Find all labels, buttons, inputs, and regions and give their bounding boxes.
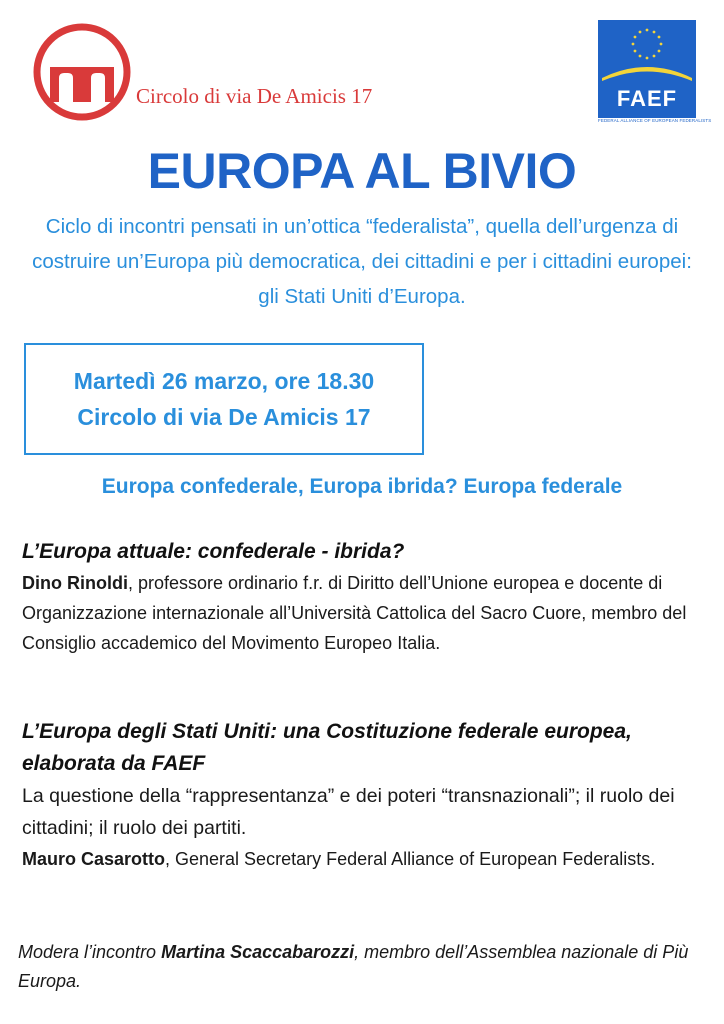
section-1-speaker (22, 568, 712, 658)
faef-logo (598, 20, 696, 118)
subtitle: Ciclo di incontri pensati in un’ottica “federalista”, quella dell’urgenza di costruire un’Europa più democratica, dei cittadini e per i cittadini europei: gli Stati Uniti d’Europa. (32, 215, 692, 308)
speaker-name: Mauro Casarotto (22, 849, 166, 869)
speaker-bio: , professore ordinario f.r. di Diritto dell’Unione europea e docente di Organizzazione internazionale all’Università Cattolica del Sacro Cuore, membro del Consiglio accademico del Movimento Europeo Italia. (22, 573, 687, 653)
event-theme: Europa confederale, Europa ibrida? Europa federale (101, 475, 623, 498)
speaker-name: Dino Rinoldi (22, 573, 128, 593)
section-1-title: L’Europa attuale: confederale - ibrida? (22, 540, 405, 563)
moderator-name: Martina Scaccabarozzi (161, 942, 355, 962)
event-box (24, 343, 424, 455)
section-2-title: L’Europa degli Stati Uniti: una Costituzione federale europea, elaborata da FAEF (22, 720, 632, 775)
faef-acronym: FAEF (616, 86, 678, 111)
circolo-name: Circolo di via De Amicis 17 (136, 84, 373, 108)
section-1 (22, 536, 712, 658)
speaker-bio: , General Secretary Federal Alliance of European Federalists. (165, 849, 656, 869)
section-2-question: La questione della “rappresentanza” e dei poteri “transnazionali”; il ruolo dei cittadini; il ruolo dei partiti. (22, 785, 675, 839)
section-2 (22, 716, 712, 874)
faef-caption: FEDERAL ALLIANCE OF EUROPEAN FEDERALISTS (598, 118, 712, 123)
moderator-prefix: Modera l’incontro (18, 942, 162, 962)
circolo-logo (32, 22, 132, 122)
moderator-note (18, 938, 708, 996)
section-2-speaker (22, 844, 712, 874)
page-title: EUROPA AL BIVIO (147, 143, 577, 199)
moderator-suffix: , membro dell’Assemblea nazionale di Più Europa. (18, 942, 689, 991)
event-venue: Circolo di via De Amicis 17 (77, 404, 371, 430)
event-date: Martedì 26 marzo, ore 18.30 (73, 368, 375, 394)
